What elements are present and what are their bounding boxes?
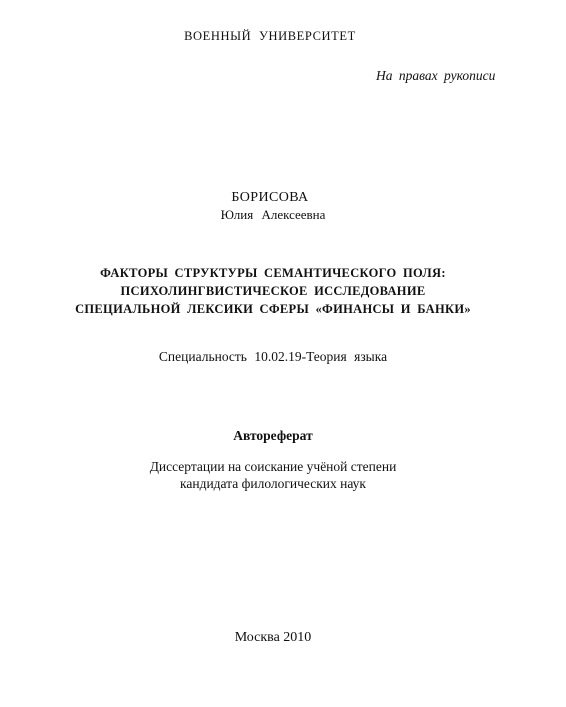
thesis-title-line-1: ФАКТОРЫ СТРУКТУРЫ СЕМАНТИЧЕСКОГО ПОЛЯ: — [100, 266, 446, 280]
thesis-title-line-2: ПСИХОЛИНГВИСТИЧЕСКОЕ ИССЛЕДОВАНИЕ — [120, 284, 426, 298]
author-surname: БОРИСОВА — [231, 190, 309, 205]
thesis-title-line-3: СПЕЦИАЛЬНОЙ ЛЕКСИКИ СФЕРЫ «ФИНАНСЫ И БАНКИ» — [75, 302, 471, 316]
specialty: Специальность 10.02.19-Теория языка — [158, 349, 388, 364]
city-year: Москва 2010 — [234, 630, 312, 645]
document-type: Автореферат — [233, 428, 313, 443]
author-given-names: Юлия Алексеевна — [220, 207, 326, 222]
university-name: ВОЕННЫЙ УНИВЕРСИТЕТ — [184, 29, 356, 43]
rights-note: На правах рукописи — [376, 68, 496, 83]
purpose-line-2: кандидата филологических наук — [180, 476, 366, 491]
purpose-line-1: Диссертации на соискание учёной степени — [149, 459, 397, 474]
